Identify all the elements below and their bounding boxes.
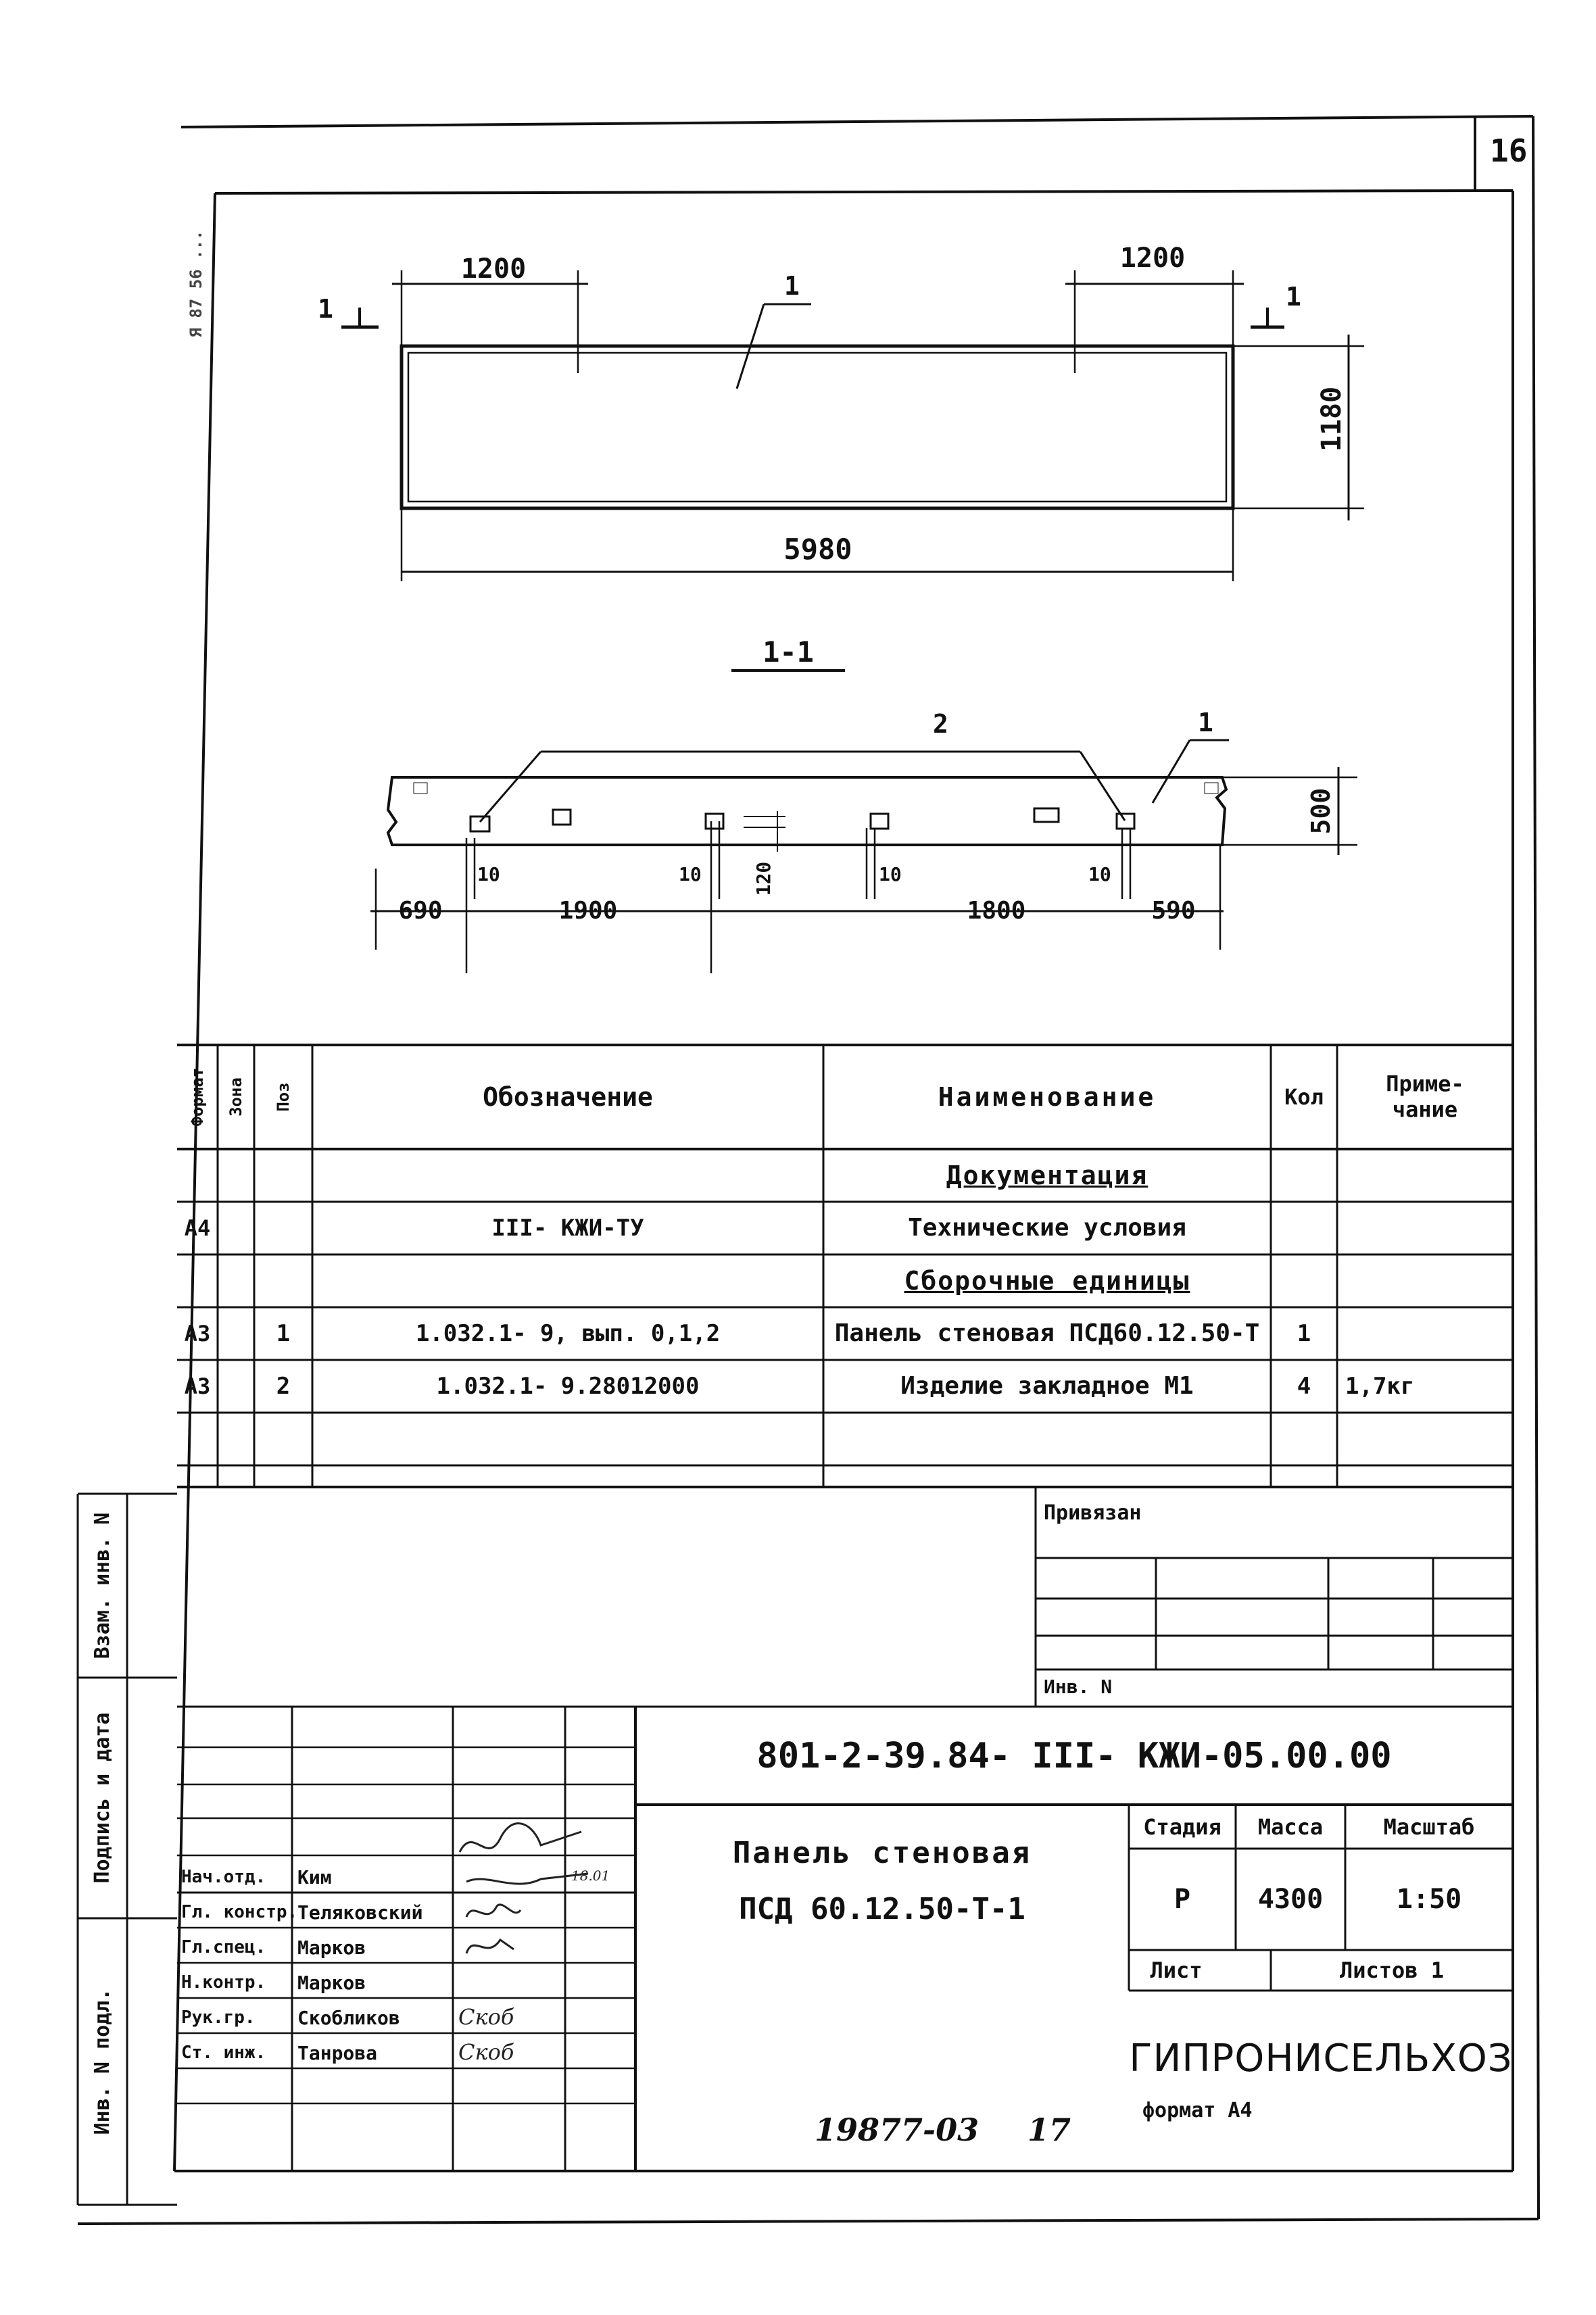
side-label-vzam: Взам. инв. N: [91, 1512, 114, 1659]
section-title: 1-1: [763, 635, 814, 668]
spec-cell-name: Технические условия: [908, 1214, 1186, 1242]
role-surname: Марков: [297, 1936, 366, 1959]
role-title: Нач.отд.: [181, 1867, 266, 1887]
role-surname: Теляковский: [297, 1901, 423, 1924]
role-surname: Ким: [297, 1866, 332, 1888]
section-dim-10-a: 10: [477, 863, 500, 885]
section-dim-height: 500: [1306, 787, 1336, 835]
spec-header-qty: Кол: [1284, 1084, 1324, 1110]
section-dim-1900: 1900: [558, 897, 618, 925]
section-dim-10-c: 10: [879, 863, 902, 885]
role-surname: Марков: [297, 1972, 366, 1994]
date-note: 18.01: [571, 1868, 610, 1884]
doc-code: 801-2-39.84- III- КЖИ-05.00.00: [756, 1736, 1392, 1776]
plan-dim-left: 1200: [460, 253, 527, 285]
spec-header-designation: Обозначение: [483, 1082, 653, 1112]
stage-label: Стадия: [1143, 1814, 1222, 1840]
section-dim-1800: 1800: [967, 897, 1026, 925]
sheet-label: Лист: [1150, 1957, 1203, 1983]
spec-cell-name: Изделие закладное М1: [900, 1372, 1194, 1400]
margin-stamp: Я 87 56 ...: [187, 230, 205, 338]
side-label-inv: Инв. N подл.: [91, 1988, 114, 2135]
stage-value: Р: [1174, 1884, 1191, 1915]
spec-header-format: Формат: [188, 1067, 207, 1127]
role-signature: Скоб: [458, 2004, 514, 2030]
section-mark-right: 1: [1286, 282, 1301, 312]
spec-cell-note: 1,7кг: [1345, 1373, 1415, 1400]
plan-dim-length: 5980: [783, 533, 852, 566]
spec-header-note: Приме- чание: [1386, 1071, 1464, 1123]
spec-cell-name: Документация: [946, 1161, 1148, 1190]
section-dim-10-b: 10: [679, 863, 702, 885]
item-title-line2: ПСД 60.12.50-Т-1: [739, 1892, 1025, 1926]
page-number: 16: [1490, 132, 1528, 169]
spec-cell-qty: 4: [1297, 1373, 1311, 1400]
scale-label: Масштаб: [1383, 1814, 1475, 1840]
section-callout-1: 1: [1198, 708, 1213, 737]
mass-value: 4300: [1257, 1884, 1324, 1915]
privyazan-label: Привязан: [1044, 1501, 1142, 1525]
section-dim-590: 590: [1151, 897, 1196, 925]
privyazan-inv-label: Инв. N: [1044, 1676, 1113, 1698]
spec-header-name: Наименование: [938, 1082, 1157, 1112]
spec-cell-name: Панель стеновая ПСД60.12.50-Т: [834, 1319, 1260, 1347]
item-title-line1: Панель стеновая: [732, 1836, 1032, 1870]
spec-cell-format: А3: [184, 1321, 211, 1346]
role-title: Гл.спец.: [181, 1937, 266, 1957]
role-surname: Танрова: [297, 2042, 378, 2064]
spec-cell-format: А3: [184, 1373, 211, 1399]
role-title: Ст. инж.: [181, 2043, 266, 2063]
format-label: формат А4: [1142, 2099, 1253, 2122]
mass-label: Масса: [1257, 1814, 1324, 1840]
spec-cell-designation: III- КЖИ-ТУ: [491, 1215, 644, 1242]
plan-callout-1: 1: [784, 271, 800, 301]
section-mark-left: 1: [318, 294, 333, 324]
spec-cell-format: А4: [184, 1215, 211, 1241]
organization: ГИПРОНИСЕЛЬХОЗ: [1129, 2037, 1513, 2080]
scale-value: 1:50: [1396, 1884, 1462, 1915]
role-title: Гл. констр.: [181, 1902, 298, 1922]
role-title: Рук.гр.: [181, 2007, 256, 2028]
sheets-label: Листов 1: [1339, 1957, 1445, 1983]
signature-marks: [460, 1824, 588, 1953]
section-dim-10-d: 10: [1088, 863, 1111, 885]
bottom-handwritten-number: 19877-03: [815, 2112, 980, 2148]
role-surname: Скобликов: [297, 2007, 400, 2029]
spec-cell-designation: 1.032.1- 9.28012000: [436, 1373, 700, 1400]
plan-dim-height: 1180: [1316, 386, 1347, 452]
spec-cell-qty: 1: [1297, 1320, 1311, 1347]
plan-dim-right: 1200: [1119, 243, 1186, 274]
spec-cell-designation: 1.032.1- 9, вып. 0,1,2: [415, 1320, 721, 1347]
section-dim-120: 120: [752, 861, 775, 896]
role-signature: Скоб: [458, 2039, 514, 2065]
bottom-handwritten-page: 17: [1027, 2112, 1071, 2148]
spec-header-zone: Зона: [226, 1077, 245, 1117]
section-dim-690: 690: [398, 897, 443, 925]
section-callout-2: 2: [933, 709, 948, 739]
spec-cell-pos: 1: [276, 1320, 291, 1347]
spec-cell-pos: 2: [276, 1373, 291, 1400]
spec-header-pos: Поз: [274, 1082, 293, 1112]
spec-cell-name: Сборочные единицы: [904, 1266, 1190, 1296]
role-title: Н.контр.: [181, 1972, 266, 1993]
side-label-podpis: Подпись и дата: [91, 1712, 114, 1884]
